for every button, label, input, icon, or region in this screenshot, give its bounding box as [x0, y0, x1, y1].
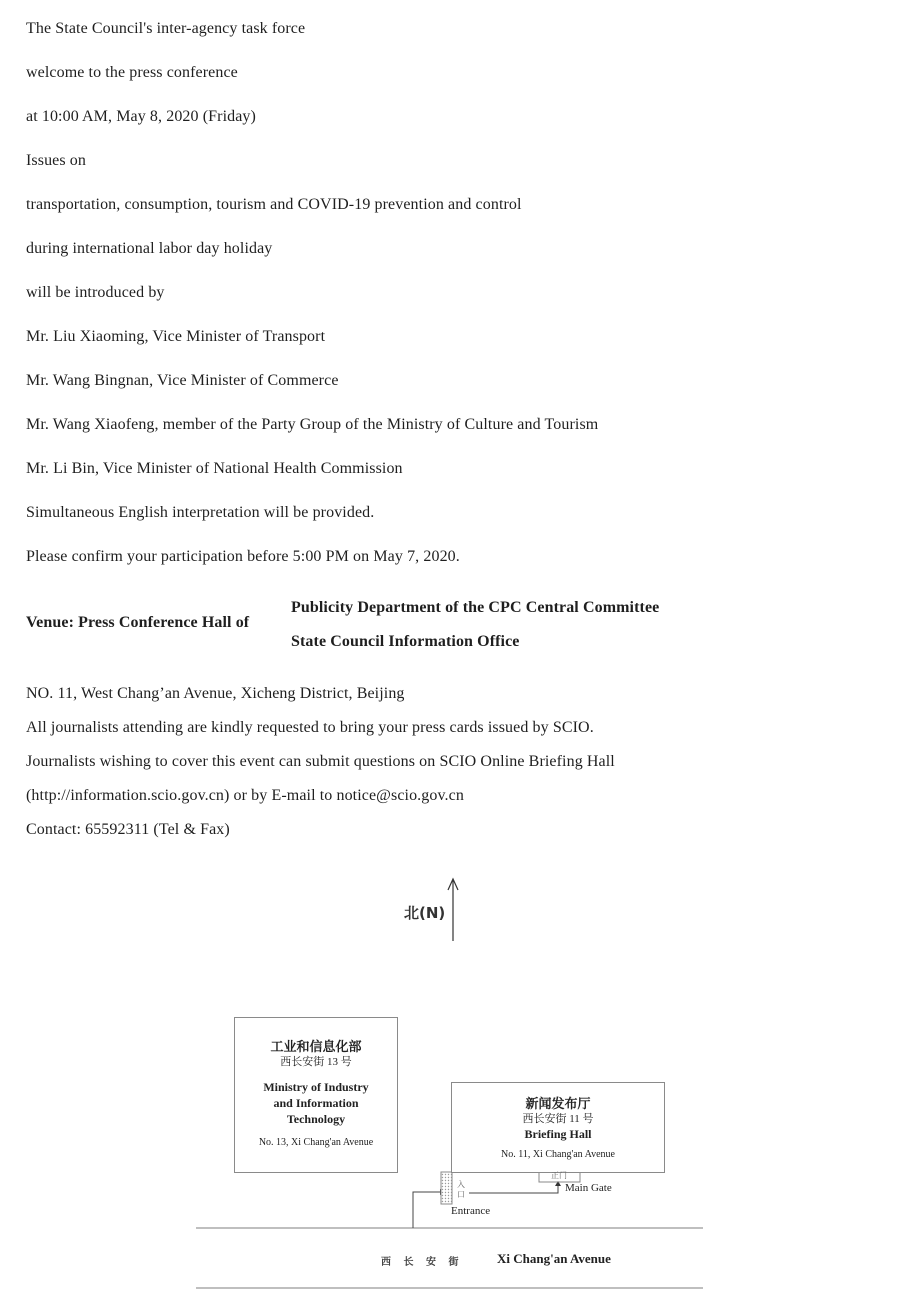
notice-line-introduced-by: will be introduced by: [26, 284, 165, 301]
contact-links: (http://information.scio.gov.cn) or by E-mail to notice@scio.gov.cn: [26, 787, 464, 804]
entrance-block: [441, 1172, 452, 1204]
venue-label: Venue: Press Conference Hall of: [26, 614, 250, 631]
briefing-hall-building: [451, 1082, 665, 1173]
briefing-hall-name-en: Briefing Hall: [524, 1127, 592, 1141]
entrance-label-cn-2: 口: [457, 1190, 465, 1199]
notice-line-task-force: The State Council's inter-agency task force: [26, 20, 306, 37]
ministry-name-en-3: Technology: [286, 1112, 346, 1126]
notice-line-issues-on: Issues on: [26, 152, 87, 169]
north-label: 北(N): [404, 904, 446, 922]
speaker-wang-bingnan: Mr. Wang Bingnan, Vice Minister of Commerce: [26, 372, 339, 389]
press-cards-note: All journalists attending are kindly requested to bring your press cards issued by SCIO.: [26, 719, 594, 736]
speaker-li-bin: Mr. Li Bin, Vice Minister of National Health Commission: [26, 460, 403, 477]
entrance-label: Entrance: [451, 1205, 491, 1217]
ministry-name-en-1: Ministry of Industry: [263, 1080, 369, 1094]
main-gate-label-cn: 正门: [551, 1171, 567, 1180]
ministry-building: [234, 1017, 398, 1173]
briefing-hall-name-cn: 新闻发布厅: [525, 1096, 591, 1111]
briefing-hall-address-en: No. 11, Xi Chang'an Avenue: [500, 1149, 615, 1160]
street-name-cn: 西 长 安 街: [381, 1257, 459, 1268]
venue-address: NO. 11, West Chang’an Avenue, Xicheng District, Beijing: [26, 685, 405, 702]
notice-line-datetime: at 10:00 AM, May 8, 2020 (Friday): [26, 108, 256, 125]
notice-line-holiday: during international labor day holiday: [26, 240, 273, 257]
notice-line-confirm: Please confirm your participation before 5:00 PM on May 7, 2020.: [26, 548, 460, 565]
main-gate-label: Main Gate: [565, 1182, 612, 1194]
questions-note: Journalists wishing to cover this event can submit questions on SCIO Online Briefing Hall: [26, 753, 615, 770]
venue-org-scio: State Council Information Office: [291, 633, 520, 650]
speaker-liu-xiaoming: Mr. Liu Xiaoming, Vice Minister of Transport: [26, 328, 326, 345]
speaker-wang-xiaofeng: Mr. Wang Xiaofeng, member of the Party Group of the Ministry of Culture and Tourism: [26, 416, 599, 433]
route-to-entrance: [413, 1192, 440, 1228]
ministry-name-en-2: and Information: [273, 1096, 359, 1110]
notice-line-interpretation: Simultaneous English interpretation will be provided.: [26, 504, 375, 521]
notice-line-welcome: welcome to the press conference: [26, 64, 238, 81]
notice-line-topics: transportation, consumption, tourism and COVID-19 prevention and control: [26, 196, 522, 213]
street-name-en: Xi Chang'an Avenue: [497, 1251, 611, 1266]
ministry-name-cn: 工业和信息化部: [270, 1039, 362, 1054]
ministry-address-cn: 西长安街 13 号: [280, 1056, 352, 1068]
venue-org-publicity-dept: Publicity Department of the CPC Central Committee: [291, 599, 660, 616]
briefing-hall-address-cn: 西长安街 11 号: [522, 1113, 594, 1125]
contact-phone: Contact: 65592311 (Tel & Fax): [26, 821, 230, 838]
ministry-address-en: No. 13, Xi Chang'an Avenue: [258, 1137, 374, 1148]
entrance-label-cn-1: 入: [457, 1180, 465, 1189]
route-to-main-gate: [469, 1184, 558, 1193]
